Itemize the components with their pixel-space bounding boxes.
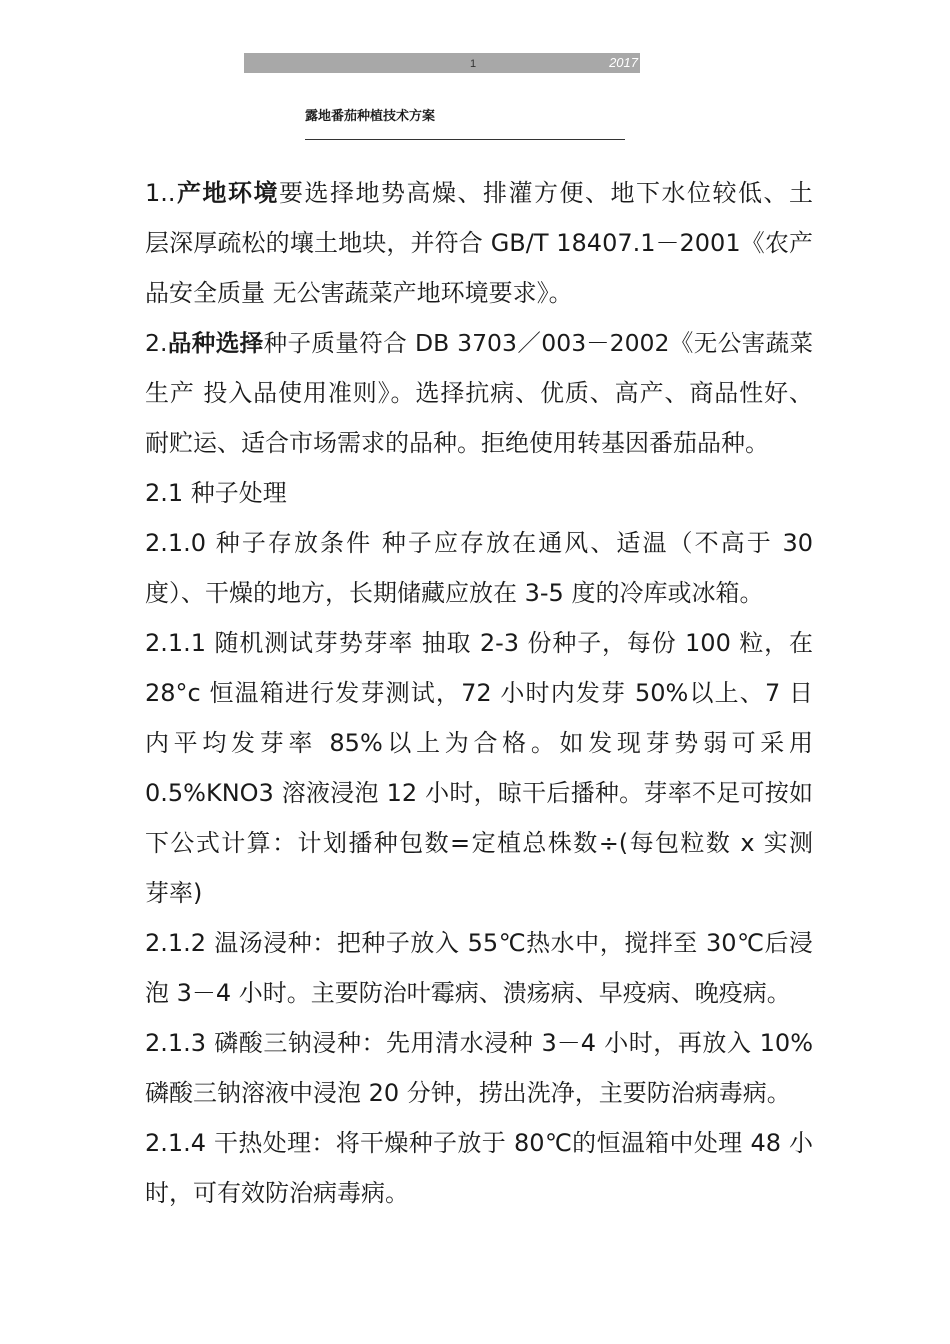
body-text: 2.1.4 干热处理：将干燥种子放于 80℃的恒温箱中处理 48 小 bbox=[145, 1129, 813, 1157]
body-line bbox=[145, 368, 813, 418]
body-text: 28°c 恒温箱进行发芽测试，72 小时内发芽 50%以上、7 日 bbox=[145, 679, 813, 707]
document-body bbox=[145, 168, 813, 1218]
body-text: 磷酸三钠溶液中浸泡 20 分钟，捞出洗净，主要防治病毒病。 bbox=[145, 1079, 791, 1107]
body-text: 2.1 种子处理 bbox=[145, 479, 287, 507]
body-line bbox=[145, 318, 813, 368]
body-line bbox=[145, 268, 813, 318]
body-line bbox=[145, 868, 813, 918]
body-line bbox=[145, 718, 813, 768]
body-line bbox=[145, 1068, 813, 1118]
body-text: 2.1.3 磷酸三钠浸种：先用清水浸种 3－4 小时，再放入 10% bbox=[145, 1029, 813, 1057]
body-text: 种子质量符合 DB 3703／003－2002《无公害蔬菜 bbox=[263, 329, 814, 357]
body-text: 0.5%KNO3 溶液浸泡 12 小时，晾干后播种。芽率不足可按如 bbox=[145, 779, 813, 807]
page-number: 1 bbox=[470, 58, 477, 70]
body-text: 芽率) bbox=[145, 879, 203, 907]
body-line bbox=[145, 568, 813, 618]
body-text: 耐贮运、适合市场需求的品种。拒绝使用转基因番茄品种。 bbox=[145, 429, 769, 457]
body-text: 时，可有效防治病毒病。 bbox=[145, 1179, 409, 1207]
body-text: 2. bbox=[145, 329, 168, 357]
body-line bbox=[145, 1018, 813, 1068]
section-heading: 产地环境 bbox=[175, 179, 280, 207]
body-line bbox=[145, 1168, 813, 1218]
body-line bbox=[145, 818, 813, 868]
body-text: 生产 投入品使用准则》。选择抗病、优质、高产、商品性好、 bbox=[145, 379, 813, 407]
body-line bbox=[145, 468, 813, 518]
body-text: 2.1.0 种子存放条件 种子应存放在通风、适温（不高于 30 bbox=[145, 529, 813, 557]
body-text: 2.1.2 温汤浸种：把种子放入 55℃热水中，搅拌至 30℃后浸 bbox=[145, 929, 813, 957]
body-text: 1.. bbox=[145, 179, 176, 207]
body-text: 下公式计算：计划播种包数=定植总株数÷(每包粒数 x 实测 bbox=[145, 829, 813, 857]
body-line bbox=[145, 1118, 813, 1168]
body-line bbox=[145, 418, 813, 468]
body-line bbox=[145, 168, 813, 218]
body-line bbox=[145, 618, 813, 668]
body-line bbox=[145, 668, 813, 718]
body-line bbox=[145, 218, 813, 268]
body-text: 内平均发芽率 85%以上为合格。如发现芽势弱可采用 bbox=[145, 729, 813, 757]
body-line bbox=[145, 918, 813, 968]
body-text: 度）、干燥的地方，长期储藏应放在 3-5 度的冷库或冰箱。 bbox=[145, 579, 764, 607]
page-header-bar bbox=[244, 53, 640, 73]
body-text: 层深厚疏松的壤土地块，并符合 GB/T 18407.1－2001《农产 bbox=[145, 229, 813, 257]
section-heading: 品种选择 bbox=[167, 329, 264, 357]
document-title: 露地番茄种植技术方案 bbox=[305, 109, 436, 124]
body-text: 要选择地势高燥、排灌方便、地下水位较低、土 bbox=[279, 179, 814, 207]
body-line bbox=[145, 768, 813, 818]
title-underline bbox=[305, 139, 625, 140]
body-text: 2.1.1 随机测试芽势芽率 抽取 2-3 份种子，每份 100 粒，在 bbox=[145, 629, 813, 657]
body-text: 泡 3－4 小时。主要防治叶霉病、溃疡病、早疫病、晚疫病。 bbox=[145, 979, 791, 1007]
header-year: 2017 bbox=[609, 55, 638, 70]
body-line bbox=[145, 518, 813, 568]
body-text: 品安全质量 无公害蔬菜产地环境要求》。 bbox=[145, 279, 573, 307]
body-line bbox=[145, 968, 813, 1018]
